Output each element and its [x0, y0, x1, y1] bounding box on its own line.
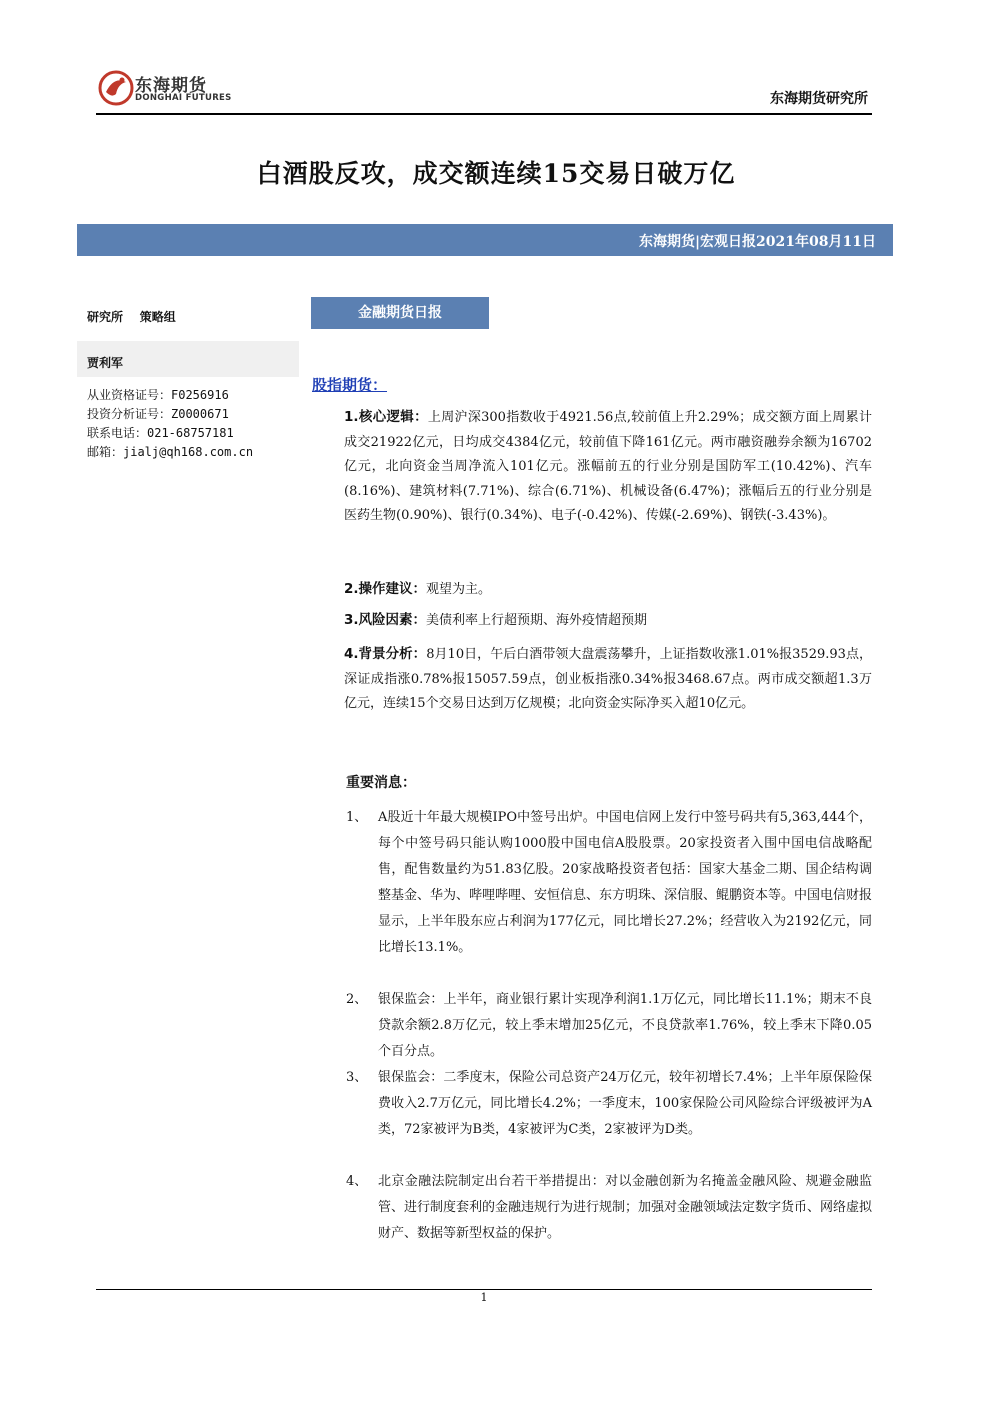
- department-label: 研究所 策略组: [87, 310, 176, 324]
- point-core-logic: [344, 405, 872, 529]
- page-number: 1: [480, 1291, 488, 1304]
- phone-number: 联系电话：021-68757181: [87, 426, 234, 440]
- point-text: 8月10日，午后白酒带领大盘震荡攀升，上证指数收涨1.01%报3529.93点，深证成指涨0.78%报15057.59点，创业板指涨0.34%报3468.67点。两市成交额超1.3万亿元，连续15个交易日达到万亿规模；北向资金实际净买入超10亿元。: [344, 647, 872, 711]
- point-background: [344, 642, 872, 717]
- news-number: 1、: [346, 810, 368, 825]
- report-date-label: 东海期货|宏观日报2021年08月11日: [638, 234, 876, 250]
- point-suggestion: [344, 577, 872, 603]
- document-title: 白酒股反攻，成交额连续15交易日破万亿: [256, 159, 736, 188]
- point-label: 2.操作建议：: [344, 581, 427, 597]
- point-label: 1.核心逻辑：: [344, 409, 428, 425]
- news-text: 银保监会：上半年，商业银行累计实现净利润1.1万亿元，同比增长11.1%；期末不良贷款余额2.8万亿元，较上季末增加25亿元，不良贷款率1.76%，较上季末下降0.05个百分点。: [378, 992, 872, 1059]
- news-item: [346, 987, 872, 1065]
- author-box: [77, 341, 299, 377]
- news-number: 2、: [346, 992, 368, 1007]
- analyst-number: 投资分析证号：Z0000671: [87, 407, 229, 421]
- report-band: [77, 224, 893, 256]
- section-heading-link[interactable]: 股指期货：: [312, 376, 388, 394]
- news-text: A股近十年最大规模IPO中签号出炉。中国电信网上发行中签号码共有5,363,444个，每个中签号码只能认购1000股中国电信A股股票。20家投资者入围中国电信战略配售，配售数量约为51.83亿股。20家战略投资者包括：国家大基金二期、国企结构调整基金、华为、哔哩哔哩、安恒信息、东方明珠、深信服、鲲鹏资本等。中国电信财报显示，上半年股东应占利润为177亿元，同比增长27.2%；经营收入为2192亿元，同比增长13.1%。: [378, 810, 873, 955]
- logo-en-text: DONGHAI FUTURES: [135, 93, 232, 103]
- section-badge: 金融期货日报: [311, 297, 489, 329]
- news-number: 3、: [346, 1070, 368, 1085]
- dragon-logo-icon: [96, 68, 136, 108]
- header-institute: 东海期货研究所: [770, 91, 868, 107]
- news-item: [346, 805, 872, 961]
- news-number: 4、: [346, 1174, 368, 1189]
- header-rule: [96, 113, 872, 115]
- email-address[interactable]: 邮箱：jialj@qh168.com.cn: [87, 445, 254, 459]
- point-label: 4.背景分析：: [344, 646, 427, 662]
- news-item: [346, 1169, 872, 1247]
- point-text: 观望为主。: [426, 582, 492, 597]
- contact-info: [87, 386, 253, 462]
- news-heading: 重要消息：: [346, 775, 416, 791]
- point-label: 3.风险因素：: [344, 612, 427, 628]
- news-text: 北京金融法院制定出台若干举措提出：对以金融创新为名掩盖金融风险、规避金融监管、进行制度套利的金融违规行为进行规制；加强对金融领域法定数字货币、网络虚拟财产、数据等新型权益的保护。: [378, 1174, 873, 1241]
- news-text: 银保监会：二季度末，保险公司总资产24万亿元，较年初增长7.4%；上半年原保险保费收入2.7万亿元，同比增长4.2%；一季度末，100家保险公司风险综合评级被评为A类，72家被评为B类，4家被评为C类，2家被评为D类。: [378, 1070, 872, 1137]
- point-text: 上周沪深300指数收于4921.56点,较前值上升2.29%；成交额方面上周累计成交21922亿元，日均成交4384亿元，较前值下降161亿元。两市融资融券余额为16702亿元，北向资金当周净流入101亿元。涨幅前五的行业分别是国防军工(10.42%)、汽车(8.16%)、建筑材料(7.71%)、综合(6.71%)、机械设备(6.47%)；涨幅后五的行业分别是医药生物(0.90%)、银行(0.34%)、电子(-0.42%)、传媒(-2.69%)、钢铁(-3.43%)。: [344, 410, 872, 523]
- logo-cn-text: 东海期货: [135, 76, 207, 96]
- author-name: 贾利军: [87, 356, 124, 370]
- footer-rule: [96, 1289, 872, 1290]
- news-item: [346, 1065, 872, 1143]
- license-number: 从业资格证号：F0256916: [87, 388, 229, 402]
- point-risk: [344, 608, 872, 634]
- point-text: 美债利率上行超预期、海外疫情超预期: [426, 613, 648, 628]
